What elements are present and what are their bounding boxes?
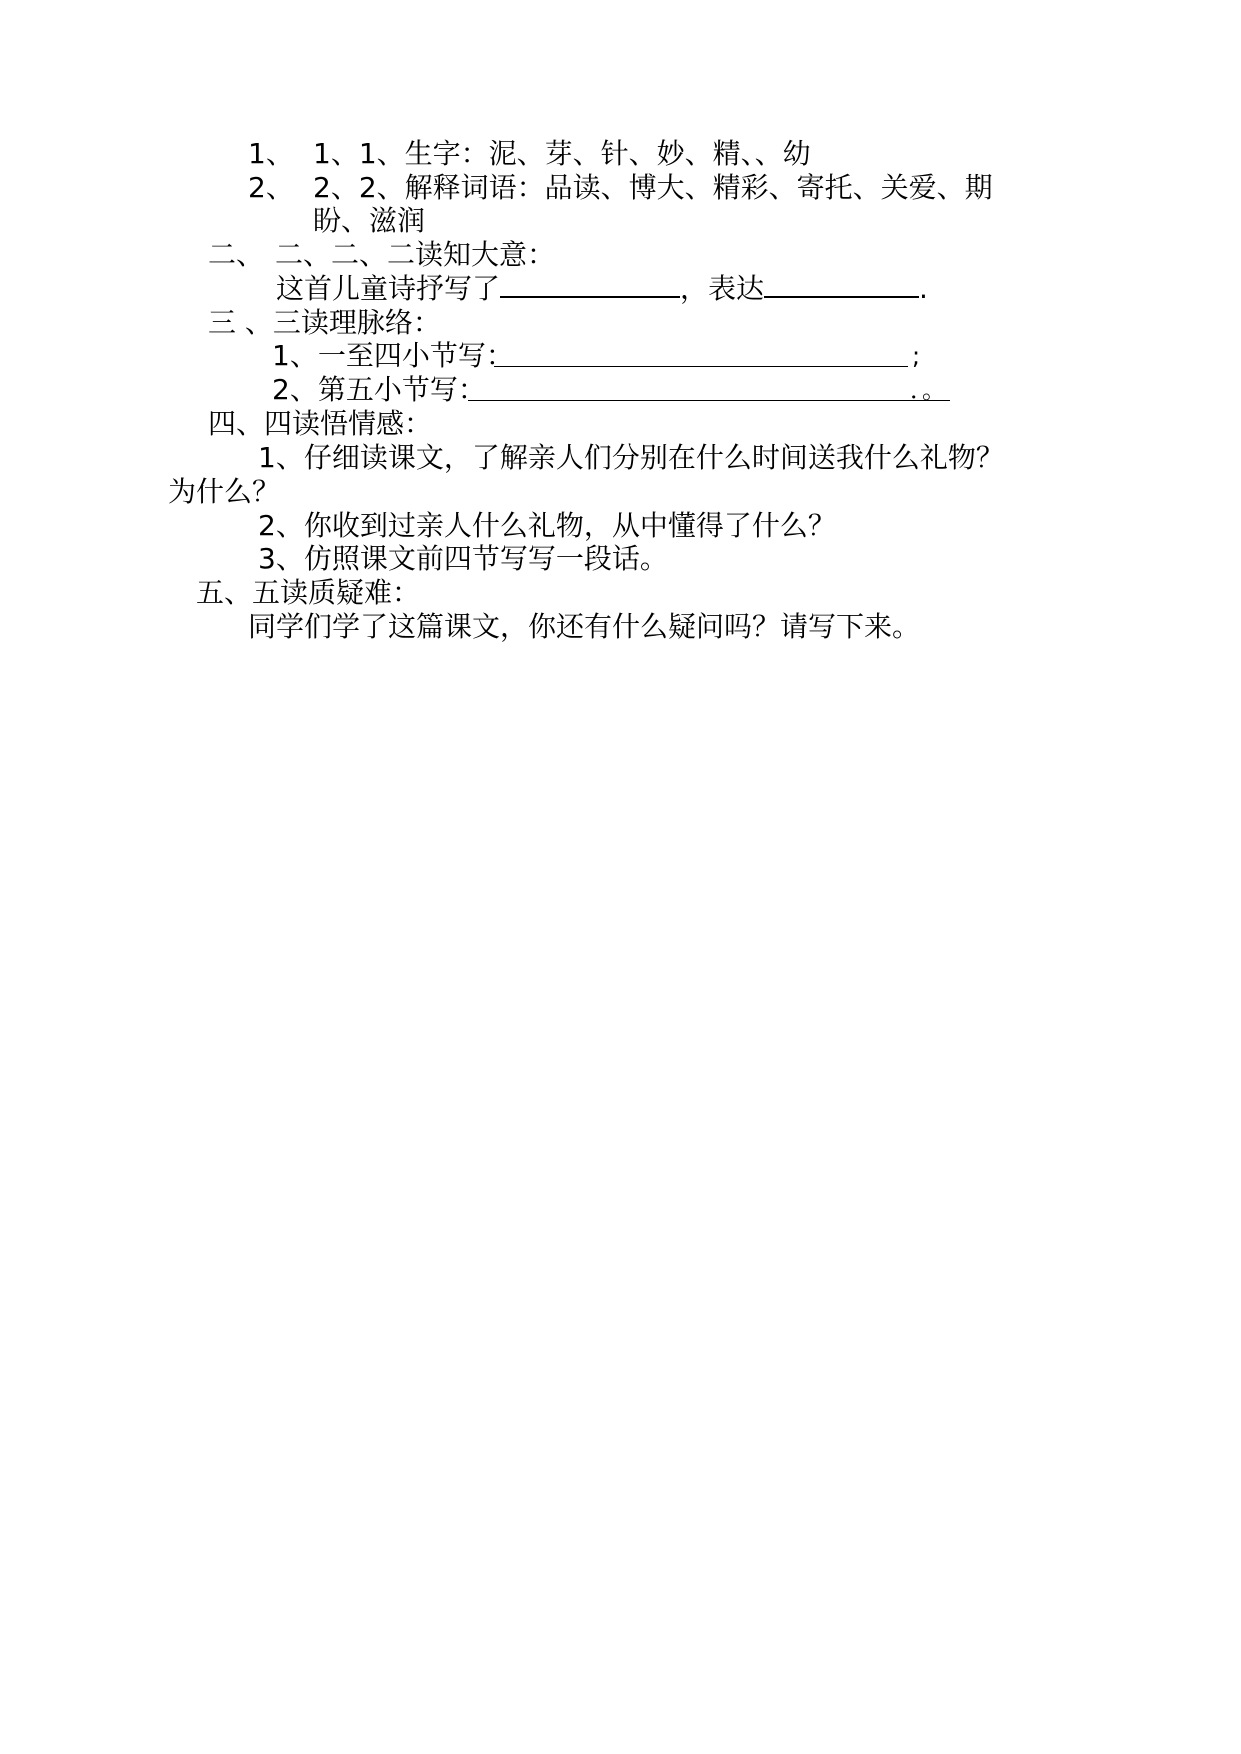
section3-heading: 三 、三读理脉络： (208, 306, 441, 339)
section2-heading: 二、二、二读知大意： (275, 238, 556, 271)
section5-heading: 五、五读质疑难： (196, 576, 421, 609)
section4-heading: 四、四读悟情感： (208, 407, 433, 440)
sentence-mid: ，表达 (680, 272, 765, 305)
item2-text-line2: 盼、滋润 (313, 204, 426, 237)
blank-q1[interactable] (494, 366, 908, 367)
section4-q3: 3、仿照课文前四节写写一段话。 (258, 542, 668, 575)
item1-text: 1、1、生字：泥、芽、针、妙、精、、幼 (313, 137, 811, 170)
section4-q2: 2、你收到过亲人什么礼物，从中懂得了什么？ (258, 509, 836, 542)
q2-end: ．。 (910, 376, 946, 404)
item2-text-line1: 2、2、解释词语：品读、博大、精彩、寄托、关爱、期 (313, 171, 993, 204)
section5-prompt: 同学们学了这篇课文，你还有什么疑问吗？请写下来。 (248, 610, 921, 643)
sentence-end: . (919, 272, 928, 305)
q1-end: ; (912, 342, 921, 370)
section4-q1-line2: 为什么？ (168, 475, 281, 508)
section3-q1 (272, 339, 514, 372)
q2-label: 2、第五小节写： (272, 373, 486, 406)
section2-marker: 二、 (208, 238, 265, 271)
section4-q1-line1: 1、仔细读课文，了解亲人们分别在什么时间送我什么礼物？ (258, 441, 1004, 474)
q1-label: 1、一至四小节写： (272, 339, 514, 372)
section3-q2 (272, 373, 486, 406)
item2-marker: 2、 (248, 171, 294, 204)
blank-expression[interactable] (764, 295, 919, 298)
item1-marker: 1、 (248, 137, 294, 170)
blank-theme[interactable] (500, 295, 680, 298)
blank-q2[interactable] (468, 400, 950, 401)
section2-sentence (276, 272, 928, 305)
sentence-start: 这首儿童诗抒写了 (276, 272, 501, 305)
